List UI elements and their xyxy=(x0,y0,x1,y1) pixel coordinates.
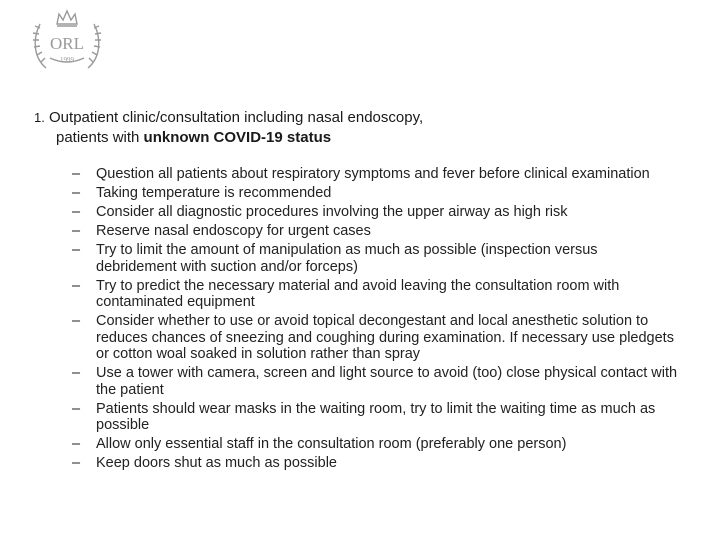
heading-line2-bold: unknown COVID-19 status xyxy=(143,129,332,146)
recommendation-list xyxy=(72,166,682,474)
list-item xyxy=(72,278,682,311)
list-item xyxy=(72,223,682,240)
dash-icon: – xyxy=(72,166,81,182)
logo-text: ORL xyxy=(50,34,84,53)
heading-number: 1. xyxy=(34,110,45,125)
dash-icon: – xyxy=(72,313,81,330)
dash-icon: – xyxy=(72,222,81,239)
list-item xyxy=(72,242,682,275)
dash-icon: – xyxy=(72,241,81,258)
dash-icon: – xyxy=(72,436,81,453)
heading-line1: Outpatient clinic/consultation including nasal endoscopy, xyxy=(49,109,424,126)
list-item-text: Use a tower with camera, screen and light source to avoid (too) close physical contact with the patient xyxy=(96,365,678,398)
list-item-text: Try to predict the necessary material and avoid leaving the consultation room with contaminated equipment xyxy=(96,277,620,311)
list-item-text: Taking temperature is recommended xyxy=(96,184,332,201)
dash-icon: – xyxy=(72,455,81,472)
list-item-text: Consider whether to use or avoid topical decongestant and local anesthetic solution to reduces chances of sneezing and coughing during examination. If necessary use pledgets or cotton woal soaked in solution rather than spray xyxy=(96,313,674,363)
dash-icon: – xyxy=(72,184,81,201)
logo-year: 1999 xyxy=(60,56,74,64)
dash-icon: – xyxy=(72,203,81,220)
heading-line2-prefix: patients with xyxy=(56,129,144,146)
list-item-text: Patients should wear masks in the waiting room, try to limit the waiting time as much as possible xyxy=(96,400,656,434)
heading-line2 xyxy=(34,128,674,148)
list-item-text: Reserve nasal endoscopy for urgent cases xyxy=(96,222,371,239)
list-item xyxy=(72,166,682,183)
list-item xyxy=(72,455,682,472)
list-item xyxy=(72,401,682,434)
dash-icon: – xyxy=(72,365,81,382)
list-item xyxy=(72,204,682,221)
dash-icon: – xyxy=(72,400,81,417)
list-item-text: Consider all diagnostic procedures involving the upper airway as high risk xyxy=(96,203,568,220)
list-item-text: Allow only essential staff in the consultation room (preferably one person) xyxy=(96,436,567,453)
section-heading xyxy=(34,108,674,148)
list-item xyxy=(72,185,682,202)
list-item-text: Try to limit the amount of manipulation as much as possible (inspection versus debridement with suction and/or forceps) xyxy=(96,241,598,275)
dash-icon: – xyxy=(72,277,81,294)
list-item xyxy=(72,313,682,363)
list-item-text: Keep doors shut as much as possible xyxy=(96,455,337,472)
list-item xyxy=(72,436,682,453)
orl-crest-icon xyxy=(24,6,110,78)
orl-logo xyxy=(24,6,110,78)
list-item-text: Question all patients about respiratory symptoms and fever before clinical examination xyxy=(96,166,650,182)
list-item xyxy=(72,365,682,398)
